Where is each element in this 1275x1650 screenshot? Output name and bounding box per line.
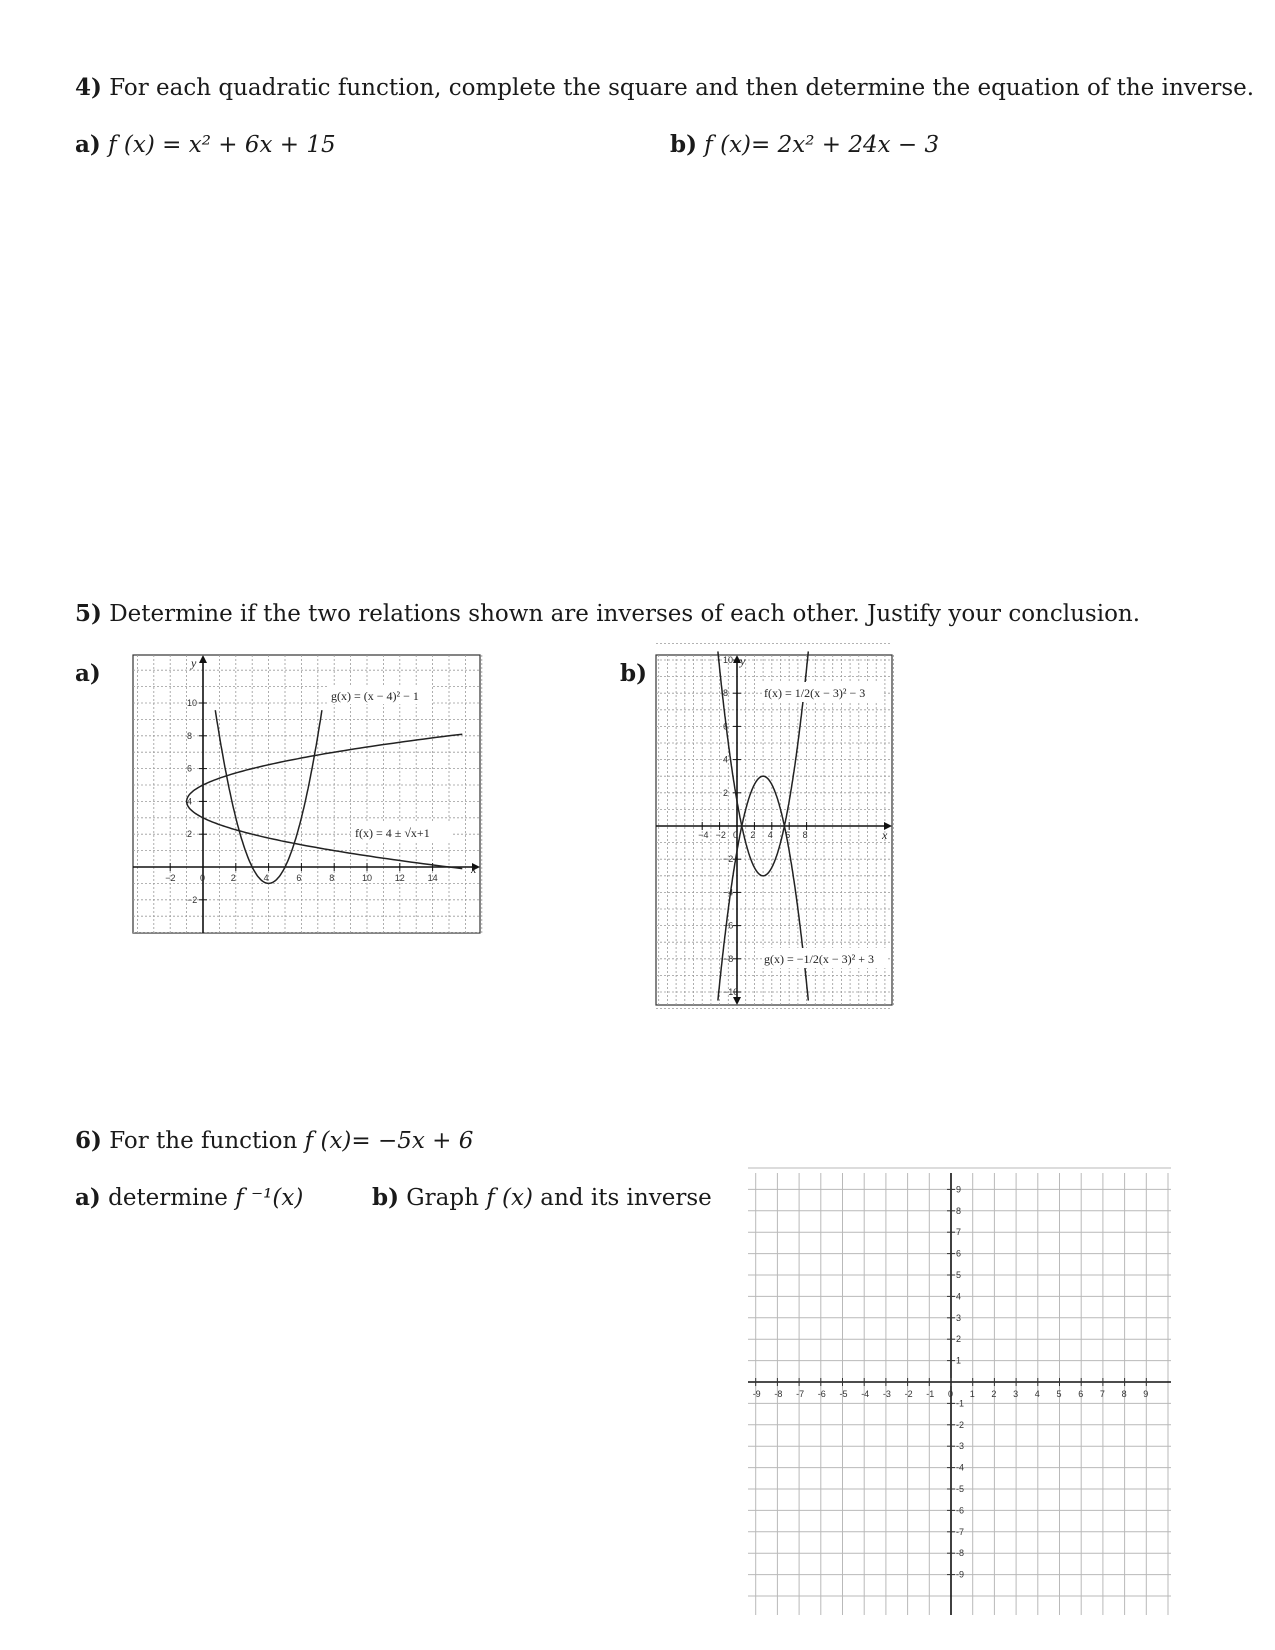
x-tick-label: 5: [1056, 1389, 1062, 1399]
x-axis-label: x: [471, 862, 477, 876]
y-tick-label: 10: [723, 655, 734, 665]
y-tick-label: 8: [187, 730, 193, 741]
y-tick-label: −10: [723, 987, 739, 997]
y-tick-label: -6: [956, 1505, 965, 1516]
x-tick-label: -6: [817, 1389, 826, 1399]
x-tick-label: 6: [296, 873, 302, 883]
y-tick-label: −2: [723, 854, 734, 865]
y-tick-label: 2: [956, 1334, 962, 1345]
part-label: b): [372, 1184, 399, 1211]
x-tick-label: 14: [427, 873, 438, 883]
x-tick-label: 3: [1013, 1389, 1019, 1399]
x-tick-label: -3: [882, 1389, 891, 1399]
q5-part-a: [75, 660, 101, 687]
x-tick-label: 0: [733, 830, 739, 840]
x-tick-label: 10: [362, 873, 373, 883]
x-tick-label: 9: [1143, 1389, 1149, 1399]
y-tick-label: 1: [956, 1355, 962, 1366]
y-tick-label: -4: [956, 1462, 965, 1473]
x-tick-label: 0: [200, 873, 206, 883]
function-expression: f (x)= 2x² + 24x − 3: [704, 132, 940, 158]
part-label: a): [75, 660, 101, 687]
y-tick-label: 6: [187, 763, 193, 774]
question-text: Determine if the two relations shown are inverses of each other. Justify your conclusion.: [109, 601, 1141, 627]
function-expression: f (x)= −5x + 6: [304, 1128, 474, 1154]
part-label: b): [620, 660, 647, 687]
x-tick-label: 1: [969, 1389, 975, 1399]
y-tick-label: -8: [956, 1548, 965, 1559]
y-tick-label: 4: [723, 754, 729, 765]
x-tick-label: 2: [230, 873, 236, 883]
y-tick-label: 10: [187, 698, 198, 708]
question-number: 6): [75, 1127, 102, 1154]
question-text: For the function: [109, 1128, 298, 1154]
q6-part-a: [75, 1184, 303, 1211]
x-tick-label: −4: [698, 830, 709, 840]
x-tick-label: -2: [904, 1389, 913, 1399]
y-tick-label: 4: [956, 1291, 962, 1302]
y-tick-label: 2: [723, 787, 729, 798]
y-tick-label: 8: [956, 1205, 962, 1216]
y-tick-label: -1: [956, 1398, 965, 1409]
question-number: 5): [75, 600, 102, 627]
x-tick-label: 0: [948, 1389, 954, 1399]
y-tick-label: 7: [956, 1227, 962, 1238]
x-tick-label: 6: [785, 830, 791, 840]
g-function-label: g(x) = −1/2(x − 3)² + 3: [764, 952, 874, 966]
y-tick-label: 6: [723, 721, 729, 732]
y-axis-label: y: [740, 654, 746, 668]
x-tick-label: −2: [715, 830, 726, 840]
y-tick-label: 6: [956, 1248, 962, 1259]
part-label: a): [75, 1184, 101, 1211]
x-tick-label: 4: [263, 873, 269, 883]
x-tick-label: -1: [926, 1389, 935, 1399]
x-tick-label: 2: [750, 830, 756, 840]
y-tick-label: -5: [956, 1484, 965, 1494]
y-tick-label: 5: [956, 1270, 962, 1280]
function-expression: f (x): [486, 1185, 533, 1211]
y-tick-label: −2: [187, 894, 198, 905]
y-tick-label: 8: [723, 688, 729, 699]
part-text: determine: [108, 1185, 228, 1211]
y-tick-label: -7: [956, 1526, 965, 1537]
x-tick-label: 4: [1034, 1389, 1040, 1399]
x-tick-label: -8: [774, 1389, 783, 1399]
y-axis-label: y: [191, 656, 197, 670]
y-tick-label: −8: [723, 953, 734, 964]
blank-coordinate-grid: [748, 1173, 1171, 1615]
question-6: [75, 1127, 473, 1154]
x-tick-label: −2: [165, 873, 176, 883]
y-tick-label: 3: [956, 1312, 962, 1323]
x-tick-label: 4: [767, 830, 773, 840]
part-label: b): [670, 131, 697, 158]
q4-part-a: [75, 131, 336, 158]
q5-part-b: [620, 660, 647, 687]
x-tick-label: -9: [752, 1389, 761, 1399]
y-tick-label: 9: [956, 1184, 962, 1195]
part-text: and its inverse: [540, 1185, 712, 1211]
x-tick-label: 2: [991, 1389, 997, 1399]
x-tick-label: 8: [802, 830, 808, 840]
x-tick-label: -5: [839, 1389, 848, 1399]
part-text: Graph: [406, 1185, 479, 1211]
x-tick-label: -7: [796, 1389, 805, 1399]
x-tick-label: -4: [861, 1389, 870, 1399]
question-number: 4): [75, 74, 102, 101]
x-tick-label: 8: [1121, 1389, 1127, 1399]
x-tick-label: 12: [394, 873, 405, 883]
question-5: [75, 600, 1140, 627]
graph-b: [656, 655, 892, 1005]
y-tick-label: -3: [956, 1441, 965, 1452]
x-tick-label: 6: [1078, 1389, 1084, 1399]
y-tick-label: −4: [723, 887, 734, 898]
g-function-label: g(x) = (x − 4)² − 1: [331, 689, 419, 703]
x-axis-label: x: [882, 828, 888, 842]
function-expression: f (x) = x² + 6x + 15: [108, 132, 336, 158]
f-function-label: f(x) = 4 ± √x+1: [355, 826, 430, 840]
y-tick-label: 4: [187, 796, 193, 807]
graph-a: [133, 655, 480, 933]
x-tick-label: 7: [1099, 1389, 1105, 1399]
inverse-expression: f ⁻¹(x): [235, 1185, 304, 1211]
question-text: For each quadratic function, complete the square and then determine the equation of the inverse.: [109, 75, 1255, 101]
x-tick-label: 8: [329, 873, 335, 883]
y-tick-label: 2: [187, 829, 193, 840]
part-label: a): [75, 131, 101, 158]
q6-part-b: [372, 1184, 712, 1211]
f-function-label: f(x) = 1/2(x − 3)² − 3: [764, 686, 866, 700]
y-tick-label: -9: [956, 1569, 965, 1580]
question-4: [75, 74, 1254, 101]
q4-part-b: [670, 131, 939, 158]
y-tick-label: -2: [956, 1419, 965, 1430]
y-tick-label: −6: [723, 920, 734, 931]
